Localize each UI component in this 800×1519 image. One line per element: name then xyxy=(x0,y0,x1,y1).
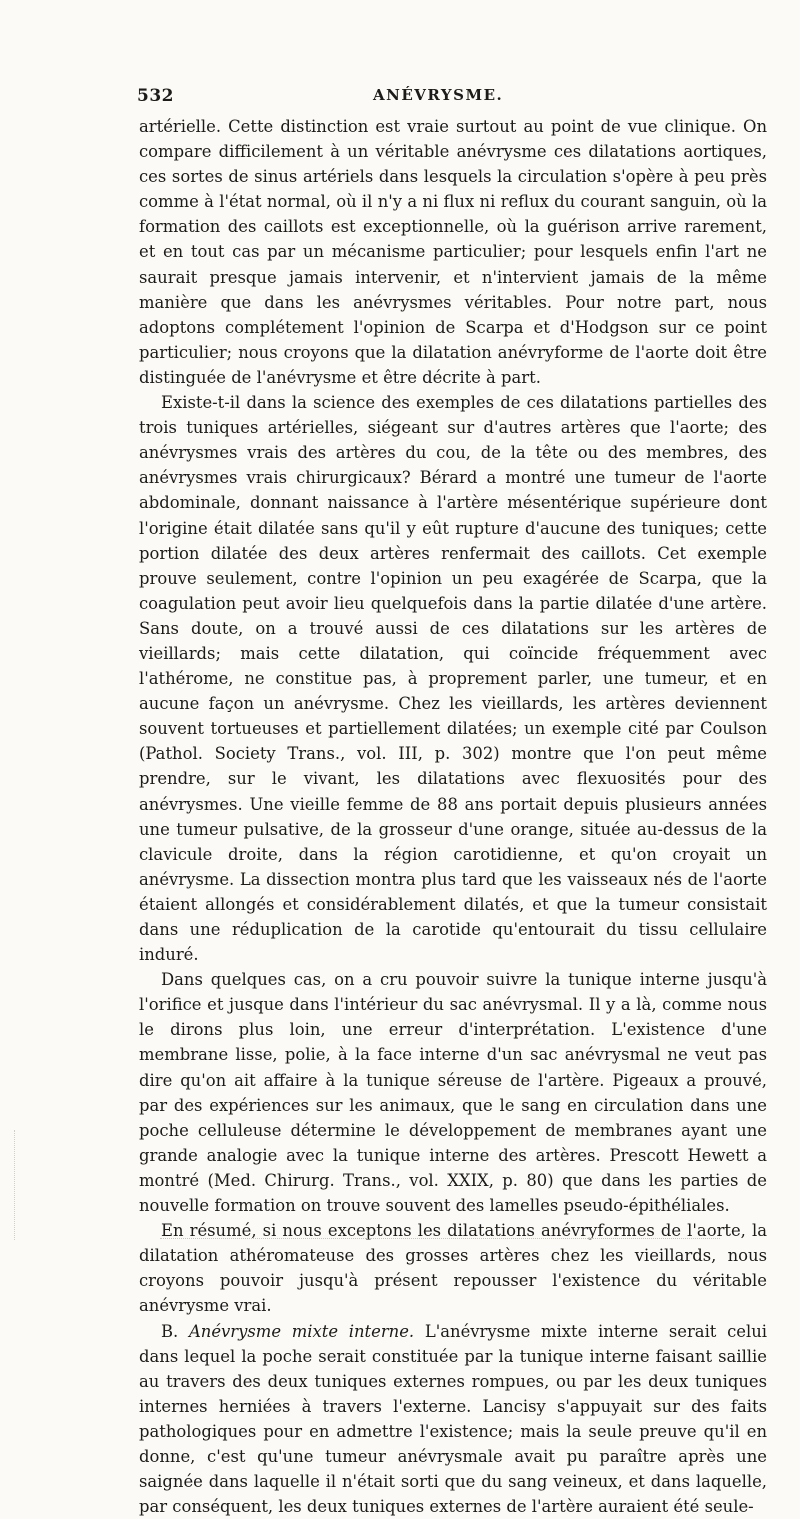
body-text xyxy=(139,114,767,1519)
subsection-heading: Anévrysme mixte interne. xyxy=(189,1322,414,1341)
margin-mark xyxy=(14,1130,39,1240)
page-header xyxy=(137,86,767,110)
paragraph: Dans quelques cas, on a cru pouvoir suivre la tunique interne jusqu'à l'orifice et jusque dans l'intérieur du sac anévrysmal. Il y a là, comme nous le dirons plus loin, une erreur d'interprétation. L'existence d'une membrane lisse, polie, à la face interne d'un sac anévrysmal ne veut pas dire qu'on ait affaire à la tunique séreuse de l'artère. Pigeaux a prouvé, par des expériences sur les animaux, que le sang en circulation dans une poche celluleuse détermine le développement de membranes ayant une grande analogie avec la tunique interne des artères. Prescott Hewett a montré (Med. Chirurg. Trans., vol. XXIX, p. 80) que dans les parties de nouvelle formation on trouve souvent des lamelles pseudo-épithéliales. xyxy=(139,967,767,1218)
paragraph: En résumé, si nous exceptons les dilatations anévryformes de l'aorte, la dilatation athéromateuse des grosses artères chez les vieillards, nous croyons pouvoir jusqu'à présent repousser l'existence du véritable anévrysme vrai. xyxy=(139,1218,767,1318)
footer-rule xyxy=(160,1238,720,1240)
page-number: 532 xyxy=(137,86,174,106)
paragraph-text: L'anévrysme mixte interne serait celui dans lequel la poche serait constituée par la tunique interne faisant saillie au travers des deux tuniques externes rompues, ou par les deux tuniques internes herniées à travers l'externe. Lancisy s'appuyait sur des faits pathologiques pour en admettre l'existence; mais la seule preuve qu'il en donne, c'est qu'une tumeur anévrysmale avait pu paraître après une saignée dans laquelle il n'était sorti que du sang veineux, et dans laquelle, par conséquent, les deux tuniques externes de l'artère auraient été seule- xyxy=(139,1322,767,1517)
section-letter: B. xyxy=(161,1322,189,1341)
paragraph: artérielle. Cette distinction est vraie surtout au point de vue clinique. On compare difficilement à un véritable anévrysme ces dilatations aortiques, ces sortes de sinus artériels dans lesquels la circulation s'opère à peu près comme à l'état normal, où il n'y a ni flux ni reflux du courant sanguin, où la formation des caillots est exceptionnelle, où la guérison arrive rarement, et en tout cas par un mécanisme particulier; pour lesquels enfin l'art ne saurait presque jamais intervenir, et n'intervient jamais de la même manière que dans les anévrysmes véritables. Pour notre part, nous adoptons complétement l'opinion de Scarpa et d'Hodgson sur ce point particulier; nous croyons que la dilatation anévryforme de l'aorte doit être distinguée de l'anévrysme et être décrite à part. xyxy=(139,114,767,390)
running-title: ANÉVRYSME. xyxy=(373,86,503,104)
paragraph: Existe-t-il dans la science des exemples de ces dilatations partielles des trois tuniques artérielles, siégeant sur d'autres artères que l'aorte; des anévrysmes vrais des artères du cou, de la tête ou des membres, des anévrysmes vrais chirurgicaux? Bérard a montré une tumeur de l'aorte abdominale, donnant naissance à l'artère mésentérique supérieure dont l'origine était dilatée sans qu'il y eût rupture d'aucune des tuniques; cette portion dilatée des deux artères renfermait des caillots. Cet exemple prouve seulement, contre l'opinion un peu exagérée de Scarpa, que la coagulation peut avoir lieu quelquefois dans la partie dilatée d'une artère. Sans doute, on a trouvé aussi de ces dilatations sur les artères de vieillards; mais cette dilatation, qui coïncide fréquemment avec l'athérome, ne constitue pas, à proprement parler, une tumeur, et en aucune façon un anévrysme. Chez les vieillards, les artères deviennent souvent tortueuses et partiellement dilatées; un exemple cité par Coulson (Pathol. Society Trans., vol. III, p. 302) montre que l'on peut même prendre, sur le vivant, les dilatations avec flexuosités pour des anévrysmes. Une vieille femme de 88 ans portait depuis plusieurs années une tumeur pulsative, de la grosseur d'une orange, située au-dessus de la clavicule droite, dans la région carotidienne, et qu'on croyait un anévrysme. La dissection montra plus tard que les vaisseaux nés de l'aorte étaient allongés et considérablement dilatés, et que la tumeur consistait dans une réduplication de la carotide qu'entourait du tissu cellulaire induré. xyxy=(139,390,767,967)
paragraph-subsection xyxy=(139,1319,767,1519)
